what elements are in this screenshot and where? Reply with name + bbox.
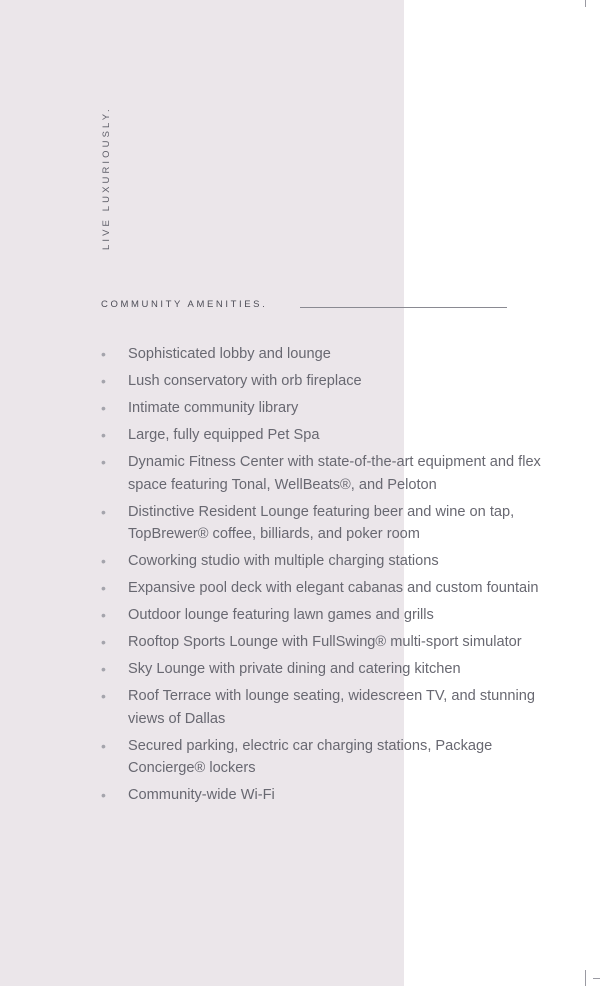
amenity-text: Outdoor lounge featuring lawn games and grills [128, 607, 434, 623]
crop-mark [585, 970, 586, 986]
amenity-text: Dynamic Fitness Center with state-of-the-art equipment and flex space featuring Tonal, WellBeats®, and Peloton [128, 454, 541, 493]
amenity-text: Secured parking, electric car charging stations, Package Concierge® lockers [128, 737, 493, 776]
crop-mark [585, 0, 586, 7]
amenity-text: Sophisticated lobby and lounge [128, 346, 331, 362]
amenity-text: Expansive pool deck with elegant cabanas and custom fountain [128, 580, 539, 596]
bullet-icon: • [101, 454, 106, 470]
list-item [101, 784, 541, 807]
bullet-icon: • [101, 787, 106, 803]
list-item [101, 604, 541, 627]
amenity-text: Roof Terrace with lounge seating, widescreen TV, and stunning views of Dallas [128, 688, 535, 727]
list-item [101, 501, 541, 546]
list-item [101, 631, 541, 654]
list-item [101, 735, 541, 780]
amenity-text: Coworking studio with multiple charging stations [128, 553, 439, 569]
tagline: LIVE LUXURIOUSLY. [101, 106, 112, 250]
list-item [101, 577, 541, 600]
bullet-icon: • [101, 607, 106, 623]
list-item [101, 424, 541, 447]
section-heading: COMMUNITY AMENITIES. [101, 299, 268, 310]
bullet-icon: • [101, 634, 106, 650]
list-item [101, 397, 541, 420]
crop-mark [593, 978, 600, 979]
bullet-icon: • [101, 427, 106, 443]
amenity-list [101, 343, 541, 811]
list-item [101, 451, 541, 496]
amenity-text: Distinctive Resident Lounge featuring beer and wine on tap, TopBrewer® coffee, billiards, and poker room [128, 503, 515, 542]
list-item [101, 550, 541, 573]
bullet-icon: • [101, 580, 106, 596]
heading-divider [300, 307, 507, 308]
amenity-text: Large, fully equipped Pet Spa [128, 427, 320, 443]
amenity-text: Rooftop Sports Lounge with FullSwing® multi-sport simulator [128, 634, 522, 650]
amenity-text: Community-wide Wi-Fi [128, 787, 275, 803]
list-item [101, 685, 541, 730]
amenity-text: Lush conservatory with orb fireplace [128, 373, 362, 389]
bullet-icon: • [101, 503, 106, 520]
bullet-icon: • [101, 688, 106, 704]
bullet-icon: • [101, 737, 106, 754]
amenity-text: Intimate community library [128, 400, 299, 416]
bullet-icon: • [101, 346, 106, 362]
bullet-icon: • [101, 373, 106, 389]
section-header [101, 299, 507, 315]
amenity-text: Sky Lounge with private dining and catering kitchen [128, 661, 461, 677]
list-item [101, 658, 541, 681]
list-item [101, 370, 541, 393]
bullet-icon: • [101, 400, 106, 416]
bullet-icon: • [101, 661, 106, 677]
bullet-icon: • [101, 553, 106, 569]
list-item [101, 343, 541, 366]
